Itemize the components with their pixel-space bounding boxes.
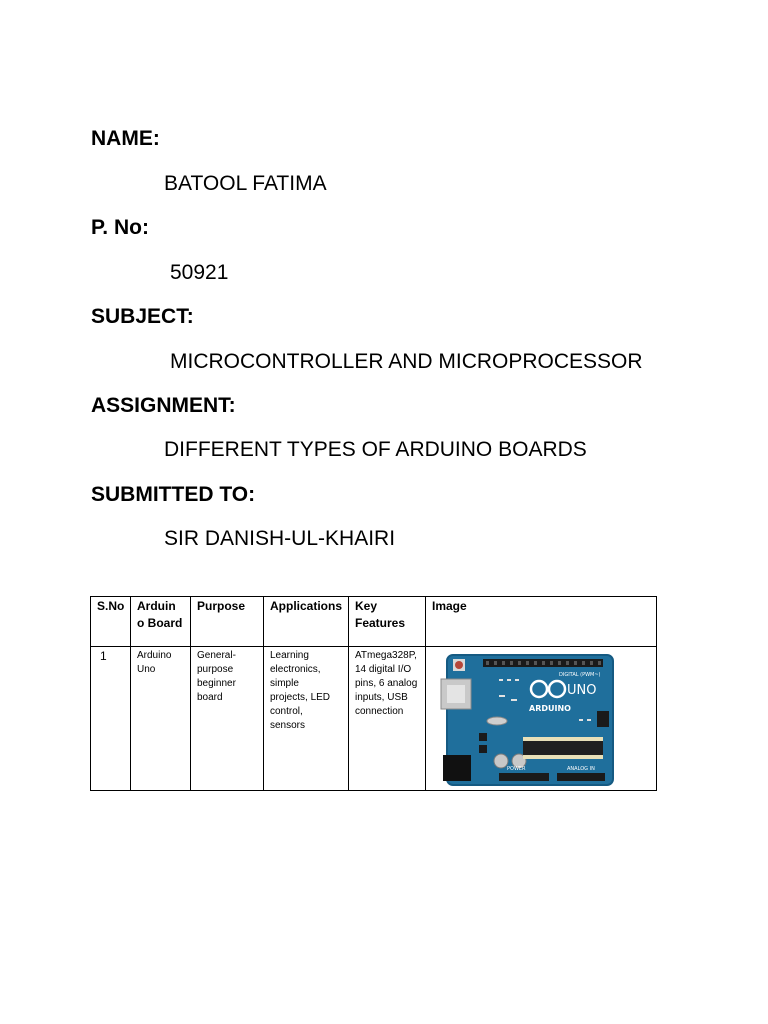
svg-text:UNO: UNO bbox=[567, 683, 597, 698]
power-jack bbox=[443, 755, 471, 781]
cell-purpose: General- purpose beginner board bbox=[191, 647, 264, 791]
assignment-label: ASSIGNMENT: bbox=[91, 394, 236, 417]
pno-value: 50921 bbox=[170, 261, 229, 284]
header-purpose: Purpose bbox=[191, 597, 264, 647]
svg-text:ARDUINO: ARDUINO bbox=[529, 704, 571, 713]
svg-text:DIGITAL (PWM~): DIGITAL (PWM~) bbox=[559, 672, 601, 678]
submitted-to-label: SUBMITTED TO: bbox=[91, 483, 256, 506]
cell-sno: 1 bbox=[91, 647, 131, 791]
table-header-row bbox=[91, 597, 657, 647]
subject-value: MICROCONTROLLER AND MICROPROCESSOR bbox=[170, 350, 643, 373]
header-key-features: Key Features bbox=[349, 597, 426, 647]
cell-board: Arduino Uno bbox=[131, 647, 191, 791]
cell-key-features: ATmega328P, 14 digital I/O pins, 6 analog inputs, USB connection bbox=[349, 647, 426, 791]
assignment-value: DIFFERENT TYPES OF ARDUINO BOARDS bbox=[164, 438, 587, 461]
arduino-uno-board-image bbox=[439, 649, 621, 789]
header-applications: Applications bbox=[264, 597, 349, 647]
atmega-chip bbox=[523, 741, 603, 755]
name-value: BATOOL FATIMA bbox=[164, 172, 327, 195]
header-sno: S.No bbox=[91, 597, 131, 647]
pno-label: P. No: bbox=[91, 216, 149, 239]
header-image: Image bbox=[426, 597, 657, 647]
name-label: NAME: bbox=[91, 127, 160, 150]
analog-header bbox=[557, 773, 605, 781]
svg-text:POWER: POWER bbox=[507, 766, 526, 772]
cell-image bbox=[426, 647, 657, 791]
arduino-boards-table bbox=[90, 596, 657, 791]
table-row bbox=[91, 647, 657, 791]
cell-applications: Learning electronics, simple projects, LED control, sensors bbox=[264, 647, 349, 791]
svg-text:ANALOG IN: ANALOG IN bbox=[567, 766, 595, 772]
power-header bbox=[499, 773, 549, 781]
header-arduino-board: Arduin o Board bbox=[131, 597, 191, 647]
subject-label: SUBJECT: bbox=[91, 305, 194, 328]
submitted-to-value: SIR DANISH-UL-KHAIRI bbox=[164, 527, 396, 550]
